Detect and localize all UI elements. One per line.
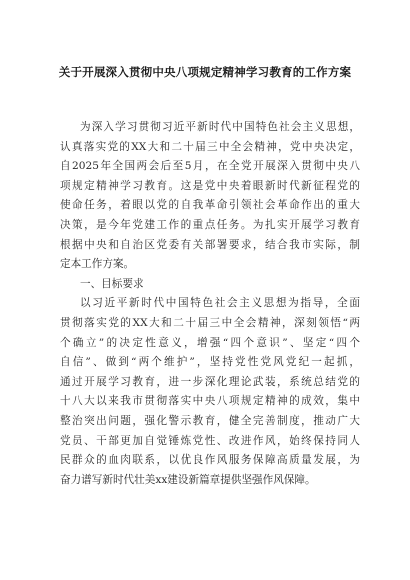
section-1-heading: 一、目标要求 [80, 277, 144, 290]
paragraph-2-line: 党员、干部更加自觉锤炼党性、改进作风，始终保持同人 [60, 434, 360, 447]
paragraph-1-line: 项规定精神学习教育。这是党中央着眼新时代新征程党的 [60, 179, 360, 192]
document-title: 关于开展深入贯彻中央八项规定精神学习教育的工作方案 [58, 65, 352, 79]
paragraph-2-line: 贯彻落实党的XX大和二十届三中全会精神，深刻领悟“两 [60, 316, 360, 329]
paragraph-2-line: 以习近平新时代中国特色社会主义思想为指导，全面 [80, 297, 360, 310]
paragraph-1-line: 根据中央和自治区党委有关部署要求，结合我市实际，制 [60, 238, 360, 251]
paragraph-2-line: 通过开展学习教育，进一步深化理论武装，系统总结党的 [60, 375, 360, 388]
document-body [60, 118, 360, 490]
paragraph-1-line: 为深入学习贯彻习近平新时代中国特色社会主义思想， [80, 121, 360, 133]
paragraph-1-line: 定本工作方案。 [60, 258, 135, 271]
paragraph-2-line: 自信”、做到“两个维护”，坚持党性党风党纪一起抓， [60, 356, 360, 369]
paragraph-2-line: 十八大以来我市贯彻落实中央八项规定精神的成效，集中 [60, 395, 360, 408]
paragraph-2-line: 个确立”的决定性意义，增强“四个意识”、坚定“四个 [60, 336, 360, 349]
paragraph-2-line: 民群众的血肉联系，以优良作风服务保障高质量发展，为 [60, 454, 360, 467]
paragraph-1-line: 自2025年全国两会后至5月，在全党开展深入贯彻中央八 [60, 160, 360, 173]
paragraph-1-line: 使命任务，着眼以党的自我革命引领社会革命作出的重大 [60, 199, 360, 212]
paragraph-2-line: 奋力谱写新时代壮美xx建设新篇章提供坚强作风保障。 [60, 473, 316, 486]
paragraph-1-line: 决策，是今年党建工作的重点任务。为扎实开展学习教育 [60, 218, 360, 231]
paragraph-2-line: 整治突出问题，强化警示教育，健全完善制度，推动广大 [60, 414, 360, 427]
paragraph-1-line: 认真落实党的XX大和二十届三中全会精神，党中央决定， [60, 140, 360, 153]
